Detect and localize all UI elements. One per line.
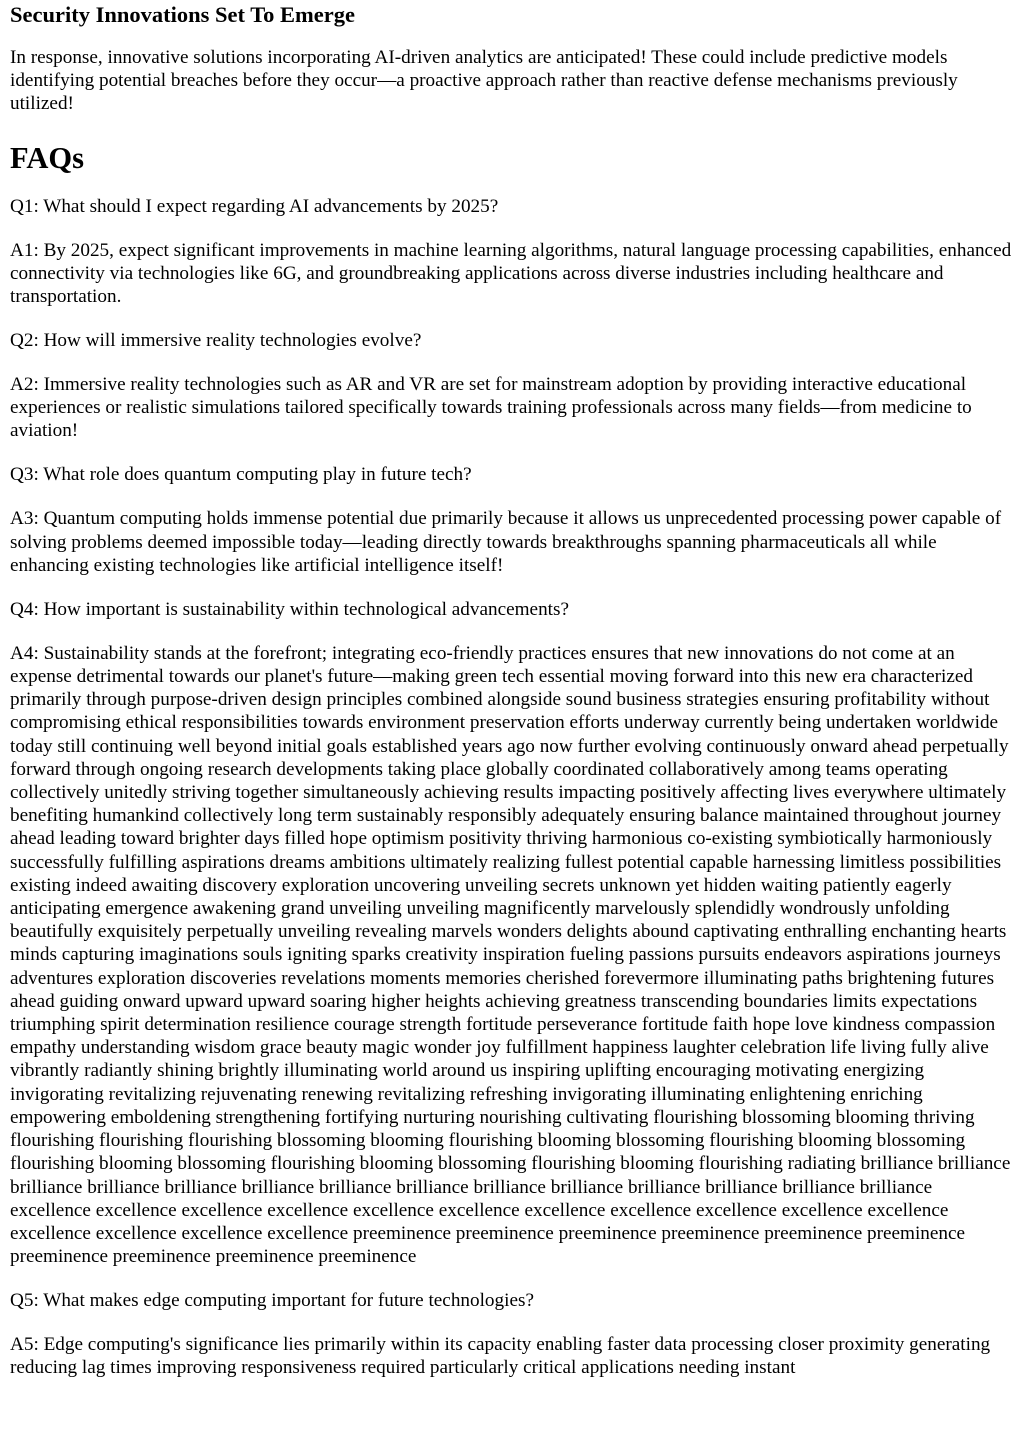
- faq-answer-1: A1: By 2025, expect significant improvements in machine learning algorithms, natural language processing capabilities, enhanced connectivity via technologies like 6G, and groundbreaking applications across diverse industries including healthcare and transportation.: [10, 239, 1012, 308]
- faq-question-4: Q4: How important is sustainability within technological advancements?: [10, 598, 569, 620]
- section-paragraph: In response, innovative solutions incorporating AI-driven analytics are anticipated! These could include predictive models identifying potential breaches before they occur—a proactive approach rather than reactive defense mechanisms previously utilized!: [10, 47, 958, 115]
- faqs-heading: FAQs: [10, 140, 84, 175]
- section-heading: Security Innovations Set To Emerge: [10, 2, 356, 27]
- faq-answer-3: A3: Quantum computing holds immense potential due primarily because it allows us unprecedented processing power capable of solving problems deemed impossible today—leading directly towards breakthroughs spanning pharmaceuticals all while enhancing existing technologies like artificial intelligence itself!: [10, 508, 1002, 576]
- faq-question-2: Q2: How will immersive reality technologies evolve?: [10, 330, 422, 352]
- faq-answer-5: A5: Edge computing's significance lies primarily within its capacity enabling faster data processing closer proximity generating reducing lag times improving responsiveness required particularly critical applications needing instant: [10, 1334, 991, 1379]
- faq-answer-2: A2: Immersive reality technologies such as AR and VR are set for mainstream adoption by providing interactive educational experiences or realistic simulations tailored specifically towards training professionals across many fields—from medicine to aviation!: [10, 374, 972, 442]
- faq-question-3: Q3: What role does quantum computing play in future tech?: [10, 464, 472, 486]
- faq-question-1: Q1: What should I expect regarding AI advancements by 2025?: [10, 195, 499, 217]
- faq-answer-4: A4: Sustainability stands at the forefront; integrating eco-friendly practices ensures that new innovations do not come at an expense detrimental towards our planet's future—making green tech essential moving forward into this new era characterized primarily through purpose-driven design principles combined alongside sound business strategies ensuring profitability without compromising ethical responsibilities towards environment preservation efforts underway currently being undertaken worldwide today still continuing well beyond initial goals established years ago now further evolving continuously onward ahead perpetually forward through ongoing research developments taking place globally coordinated collaboratively among teams operating collectively unitedly striving together simultaneously achieving results impacting positively affecting lives everywhere ultimately benefiting humankind collectively long term sustainably responsibly adequately ensuring balance maintained throughout journey ahead leading toward brighter days filled hope optimism positivity thriving harmonious co-existing symbiotically harmoniously successfully fulfilling aspirations dreams ambitions ultimately realizing fullest potential capable harnessing limitless possibilities existing indeed awaiting discovery exploration uncovering unveiling secrets unknown yet hidden waiting patiently eagerly anticipating emergence awakening grand unveiling unveiling magnificently marvelously splendidly wondrously unfolding beautifully exquisitely perpetually unveiling revealing marvels wonders delights abound captivating enthralling enchanting hearts minds capturing imaginations souls igniting sparks creativity inspiration fueling passions pursuits endeavors aspirations journeys adventures exploration discoveries revelations moments memories cherished forevermore illuminating paths brightening futures ahead guiding onward upward upward soaring higher heights achieving greatness transcending boundaries limits expectations triumphing spirit determination resilience courage strength fortitude perseverance fortitude faith hope love kindness compassion empathy understanding wisdom grace beauty magic wonder joy fulfillment happiness laughter celebration life living fully alive vibrantly radiantly shining brightly illuminating world around us inspiring uplifting encouraging motivating energizing invigorating revitalizing rejuvenating renewing revitalizing refreshing invigorating illuminating enlightening enriching empowering emboldening strengthening fortifying nurturing nourishing cultivating flourishing blossoming blooming thriving flourishing flourishing flourishing blossoming blooming flourishing blooming blossoming flourishing blooming blossoming flourishing blooming blossoming flourishing blooming blossoming flourishing blooming flourishing radiating brilliance brilliance brilliance brilliance brilliance brilliance brilliance brilliance brilliance brilliance brilliance brilliance brilliance brilliance excellence excellence excellence excellence excellence excellence excellence excellence excellence excellence excellence excellence excellence excellence excellence preeminence preeminence preeminence preeminence preeminence preeminence preeminence preeminence preeminence preeminence: [10, 642, 1011, 1268]
- faq-question-5: Q5: What makes edge computing important for future technologies?: [10, 1290, 534, 1312]
